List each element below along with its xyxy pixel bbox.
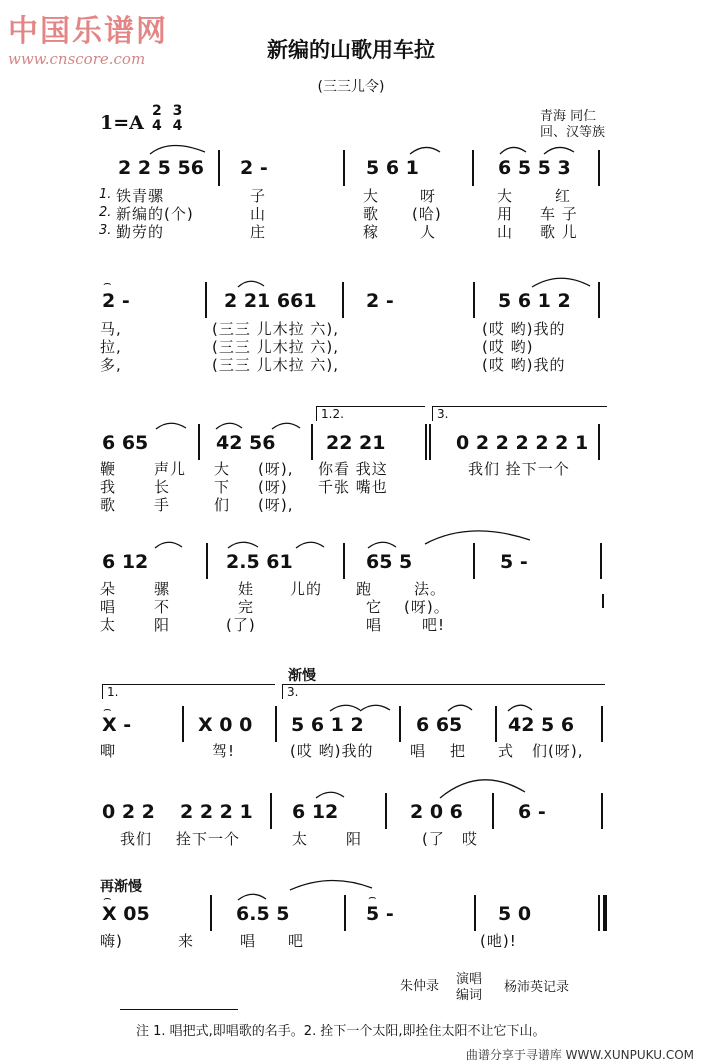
lyric: 大 bbox=[214, 460, 231, 478]
lyric: 唱 bbox=[240, 932, 257, 950]
lyric: (哎 哟)我的 bbox=[482, 356, 566, 374]
notes-measure: 6 5 5 3 bbox=[498, 157, 571, 179]
slur bbox=[544, 147, 574, 154]
notes-measure: 2 0 6 bbox=[410, 801, 463, 823]
slur bbox=[228, 542, 258, 548]
lyric: 拉, bbox=[100, 338, 122, 356]
credit-role-lyrics: 编词 bbox=[456, 988, 483, 1003]
verse-number: 3. bbox=[99, 223, 112, 238]
slur bbox=[532, 278, 590, 287]
notes-measure: 5 6 1 2 bbox=[498, 290, 571, 312]
lyric: 山 bbox=[250, 205, 267, 223]
fermata-icon: ⌢ bbox=[103, 891, 112, 906]
key-signature: 1=A bbox=[100, 112, 144, 134]
lyric: 我们 拴下一个 bbox=[468, 460, 570, 478]
lyric: 歌 儿 bbox=[540, 223, 578, 241]
lyric: 千张 嘴也 bbox=[318, 478, 388, 496]
slur bbox=[368, 542, 396, 548]
lyric: 歌 bbox=[363, 205, 380, 223]
lyric: (哈) bbox=[412, 205, 442, 223]
slur bbox=[238, 281, 264, 287]
notes-measure: 6 65 bbox=[102, 432, 149, 454]
lyric: 朵 bbox=[100, 580, 117, 598]
volta-bracket: 3. bbox=[282, 684, 605, 699]
lyric: 勤劳的 bbox=[116, 223, 165, 241]
lyric: 新编的(个) bbox=[116, 205, 194, 223]
lyric: 长 bbox=[154, 478, 171, 496]
lyric: 儿的 bbox=[290, 580, 323, 598]
lyric: 驾! bbox=[212, 742, 236, 760]
notes-measure: 2 2 5 56 bbox=[118, 157, 204, 179]
notes-measure: 6.5 5 bbox=[236, 903, 290, 925]
notes-measure: 2 - bbox=[102, 290, 130, 312]
lyric: 手 bbox=[154, 496, 171, 514]
lyric: 唱 bbox=[100, 598, 117, 616]
lyric: 你看 我这 bbox=[318, 460, 388, 478]
notes-measure: X 0 0 bbox=[198, 714, 253, 736]
footnote: 注 1. 唱把式,即唱歌的名手。2. 拴下一个太阳,即拴住太阳不让它下山。 bbox=[136, 1024, 546, 1039]
lyric: (三三 儿木拉 六), bbox=[212, 356, 340, 374]
time-signature-2: 3 4 bbox=[172, 103, 183, 134]
notes-measure: X - bbox=[102, 714, 132, 736]
lyric: 它 bbox=[366, 598, 383, 616]
lyric: 声儿 bbox=[154, 460, 187, 478]
volta-bracket: 1.2. bbox=[316, 406, 425, 421]
slur bbox=[296, 542, 324, 548]
lyric: 唱 bbox=[366, 616, 383, 634]
notes-measure: 0 2 2 2 2 2 1 bbox=[456, 432, 589, 454]
lyric: 太 bbox=[292, 830, 309, 848]
notes-measure: 2 2 2 1 bbox=[180, 801, 253, 823]
lyric: 完 bbox=[238, 598, 255, 616]
lyric: 唧 bbox=[100, 742, 117, 760]
song-subtitle: (三三儿令) bbox=[317, 79, 385, 95]
notes-measure: 42 56 bbox=[216, 432, 276, 454]
slur bbox=[508, 705, 532, 711]
notes-measure: 5 6 1 2 bbox=[291, 714, 364, 736]
lyric: (呀), bbox=[258, 460, 294, 478]
slur bbox=[150, 145, 205, 154]
lyric: (哎 哟) bbox=[482, 338, 534, 356]
notes-measure: 2 21 661 bbox=[224, 290, 317, 312]
notes-measure: 5 - bbox=[366, 903, 394, 925]
notes-measure: 5 0 bbox=[498, 903, 532, 925]
lyric: 吧 bbox=[288, 932, 305, 950]
slur bbox=[238, 894, 266, 900]
lyric: (三三 儿木拉 六), bbox=[212, 320, 340, 338]
lyric: 骡 bbox=[154, 580, 171, 598]
lyric: (了) bbox=[226, 616, 256, 634]
lyric: 用 bbox=[497, 205, 514, 223]
lyric: 歌 bbox=[100, 496, 117, 514]
slur bbox=[500, 147, 526, 154]
fermata-icon: ⌢ bbox=[103, 276, 112, 291]
lyric: 红 bbox=[555, 187, 572, 205]
slur bbox=[155, 542, 182, 548]
slur bbox=[425, 531, 530, 544]
lyric: 车 子 bbox=[540, 205, 578, 223]
credit-role-sing: 演唱 bbox=[456, 972, 483, 987]
lyric: 鞭 bbox=[100, 460, 117, 478]
lyric: 们(呀), bbox=[532, 742, 584, 760]
notes-measure: 0 2 2 bbox=[102, 801, 155, 823]
slur bbox=[156, 423, 186, 429]
slur bbox=[316, 792, 344, 798]
lyric: 我 bbox=[100, 478, 117, 496]
lyric: (哎 哟)我的 bbox=[290, 742, 374, 760]
notes-measure: 42 5 6 bbox=[508, 714, 575, 736]
lyric: 大 bbox=[363, 187, 380, 205]
tempo-marking: 渐慢 bbox=[288, 668, 316, 684]
lyric: 庄 bbox=[250, 223, 267, 241]
credit-recorder: 杨沛英记录 bbox=[504, 980, 570, 995]
lyric: 吧! bbox=[422, 616, 446, 634]
lyric: (三三 儿木拉 六), bbox=[212, 338, 340, 356]
lyric: (吔)! bbox=[480, 932, 517, 950]
lyric: 我们 bbox=[120, 830, 153, 848]
notes-measure: 5 6 1 bbox=[366, 157, 419, 179]
slur bbox=[330, 705, 360, 711]
lyric: 娃 bbox=[238, 580, 255, 598]
song-title: 新编的山歌用车拉 bbox=[267, 38, 435, 62]
volta-bracket: 1. bbox=[102, 684, 275, 699]
verse-number: 2. bbox=[99, 205, 112, 220]
notes-measure: 2 - bbox=[240, 157, 268, 179]
volta-bracket: 3. bbox=[432, 406, 607, 421]
lyric: 人 bbox=[420, 223, 437, 241]
fermata-icon: ⌢ bbox=[103, 702, 112, 717]
lyric: (呀) bbox=[258, 478, 288, 496]
lyric: 把 bbox=[450, 742, 467, 760]
slur bbox=[448, 705, 472, 711]
lyric: 铁青骡 bbox=[116, 187, 165, 205]
watermark-bottom: 曲谱分享于寻谱库 WWW.XUNPUKU.COM bbox=[465, 1048, 694, 1062]
lyric: 呀 bbox=[420, 187, 437, 205]
lyric: 跑 bbox=[356, 580, 373, 598]
watermark-url: www.cnscore.com bbox=[8, 50, 146, 68]
lyric: (哎 哟)我的 bbox=[482, 320, 566, 338]
slur bbox=[216, 423, 242, 429]
lyric: 稼 bbox=[363, 223, 380, 241]
lyric: (了 bbox=[422, 830, 445, 848]
lyric: 们 bbox=[214, 496, 231, 514]
verse-number: 1. bbox=[99, 187, 112, 202]
notes-measure: 6 65 bbox=[416, 714, 463, 736]
fermata-icon: ⌢ bbox=[368, 890, 377, 905]
lyric: 子 bbox=[250, 187, 267, 205]
time-signature-1: 2 4 bbox=[152, 103, 162, 134]
watermark-site-name: 中国乐谱网 bbox=[8, 14, 168, 49]
footnote-divider bbox=[120, 1009, 238, 1010]
notes-measure: 6 - bbox=[518, 801, 546, 823]
notes-measure: 2 - bbox=[366, 290, 394, 312]
slur bbox=[360, 705, 390, 711]
lyric: 多, bbox=[100, 356, 122, 374]
lyric: 阳 bbox=[154, 616, 171, 634]
lyric: 大 bbox=[497, 187, 514, 205]
notes-measure: 6 12 bbox=[292, 801, 339, 823]
notes-measure: 2.5 61 bbox=[226, 551, 293, 573]
lyric: 唱 bbox=[410, 742, 427, 760]
lyric: (呀)。 bbox=[404, 598, 450, 616]
lyric: 阳 bbox=[346, 830, 363, 848]
slur bbox=[440, 780, 525, 798]
notes-measure: 22 21 bbox=[326, 432, 386, 454]
notes-measure: 6 12 bbox=[102, 551, 149, 573]
lyric: 法。 bbox=[414, 580, 447, 598]
lyric: 山 bbox=[497, 223, 514, 241]
origin-info: 青海 同仁 回、汉等族 bbox=[540, 109, 606, 140]
notes-measure: 5 - bbox=[500, 551, 528, 573]
lyric: 哎 bbox=[462, 830, 479, 848]
lyric: 不 bbox=[154, 598, 171, 616]
notes-measure: 65 5 bbox=[366, 551, 413, 573]
tempo-marking: 再渐慢 bbox=[100, 879, 142, 895]
lyric: 嗨) bbox=[100, 932, 123, 950]
lyric: 马, bbox=[100, 320, 122, 338]
lyric: 下 bbox=[214, 478, 231, 496]
slur bbox=[272, 423, 300, 429]
lyric: 拴下一个 bbox=[176, 830, 241, 848]
lyric: 来 bbox=[178, 932, 195, 950]
lyric: (呀), bbox=[258, 496, 294, 514]
slur bbox=[410, 147, 440, 154]
notes-measure: X 05 bbox=[102, 903, 150, 925]
lyric: 太 bbox=[100, 616, 117, 634]
lyric: 式 bbox=[498, 742, 515, 760]
credit-singer: 朱仲录 bbox=[400, 979, 440, 994]
slur bbox=[290, 880, 372, 890]
